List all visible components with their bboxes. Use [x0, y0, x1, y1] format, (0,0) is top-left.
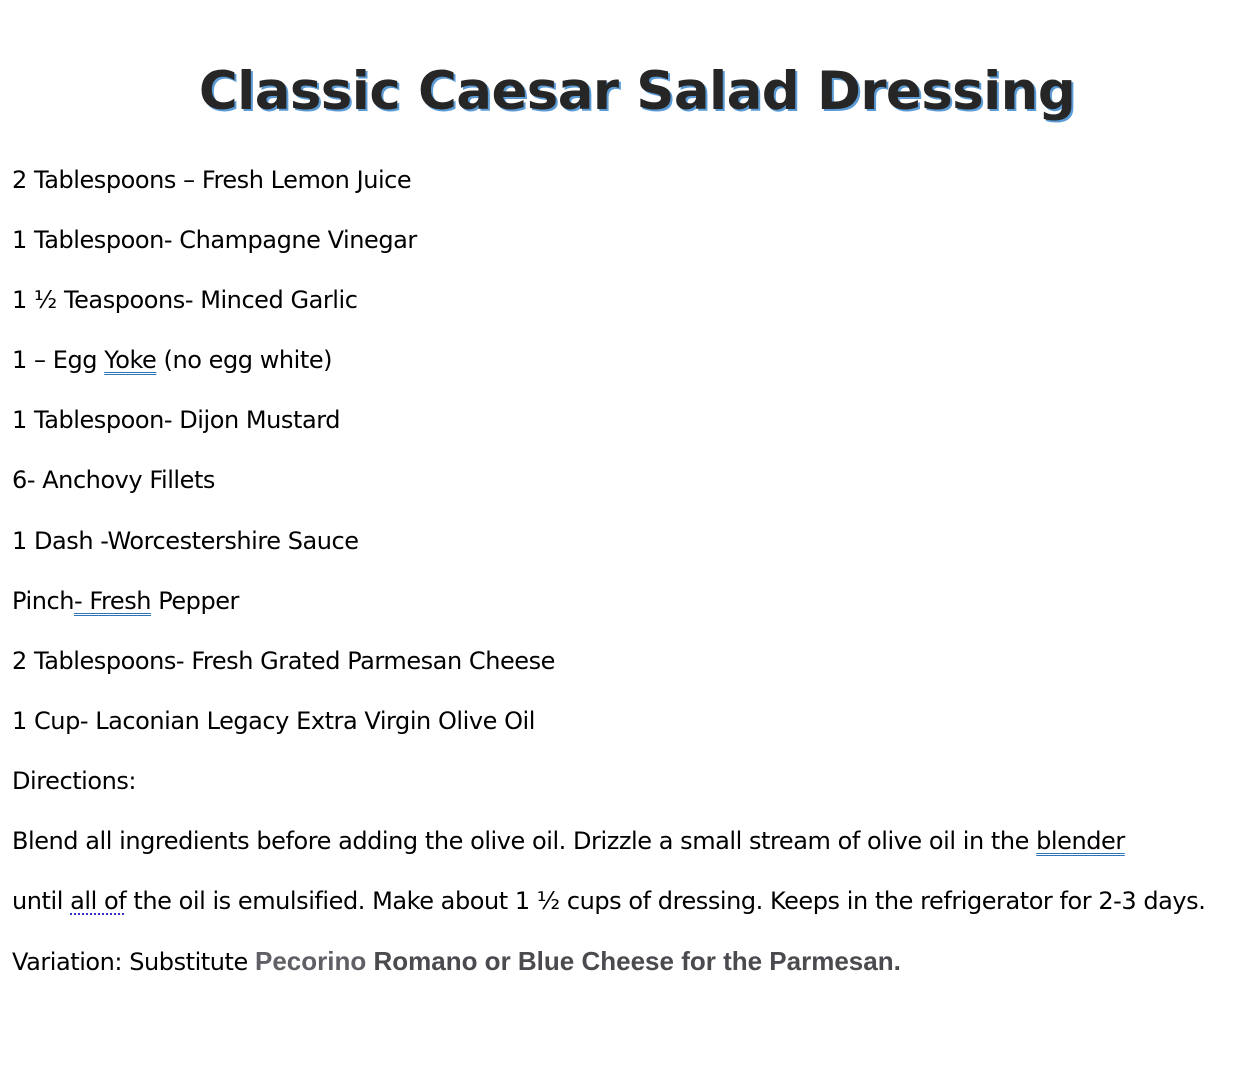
ingredient-line: [12, 330, 1205, 390]
style-flagged-phrase[interactable]: all of: [70, 887, 127, 916]
ingredient-line: 1 ½ Teaspoons- Minced Garlic: [12, 286, 358, 315]
ingredient-line: 1 Tablespoon- Dijon Mustard: [12, 406, 340, 435]
ingredient-text: 1 – Egg: [12, 346, 105, 375]
variation-substitute-text: [255, 946, 901, 976]
directions-line: [12, 871, 1205, 931]
directions-text: the oil is emulsified. Make about 1 ½ cups of dressing. Keeps in the refrigerator for 2-3 days.: [126, 887, 1206, 916]
ingredient-line: 1 Dash -Worcestershire Sauce: [12, 526, 359, 555]
variation-line: [12, 931, 1205, 991]
ingredient-line: [12, 571, 1205, 631]
directions-line: [12, 811, 1205, 871]
directions-text: Blend all ingredients before adding the olive oil. Drizzle a small stream of olive oil in the: [12, 827, 1037, 856]
ingredient-line: 2 Tablespoons- Fresh Grated Parmesan Cheese: [12, 646, 555, 675]
ingredient-line: 1 Tablespoon- Champagne Vinegar: [12, 226, 417, 255]
grammar-flagged-word[interactable]: - Fresh: [73, 586, 152, 615]
ingredient-line: 2 Tablespoons – Fresh Lemon Juice: [12, 166, 412, 194]
document-title: Classic Caesar Salad Dressing: [198, 60, 1076, 122]
ingredient-text: (no egg white): [156, 346, 333, 375]
variation-highlight: Pecorino: [254, 946, 367, 977]
variation-prefix: Variation: Substitute: [12, 948, 255, 977]
ingredient-text: Pepper: [151, 586, 239, 615]
ingredient-line: 1 Cup- Laconian Legacy Extra Virgin Olive Oil: [12, 706, 535, 735]
variation-highlight: Romano or Blue Cheese for the Parmesan.: [366, 946, 901, 977]
document-body: [12, 150, 1205, 991]
grammar-flagged-word[interactable]: Yoke: [104, 346, 157, 375]
ingredient-line: 6- Anchovy Fillets: [12, 466, 215, 495]
grammar-flagged-word[interactable]: blender: [1036, 827, 1125, 856]
directions-text: until: [12, 887, 71, 916]
directions-heading: Directions:: [12, 766, 137, 795]
ingredient-text: Pinch: [12, 586, 74, 615]
